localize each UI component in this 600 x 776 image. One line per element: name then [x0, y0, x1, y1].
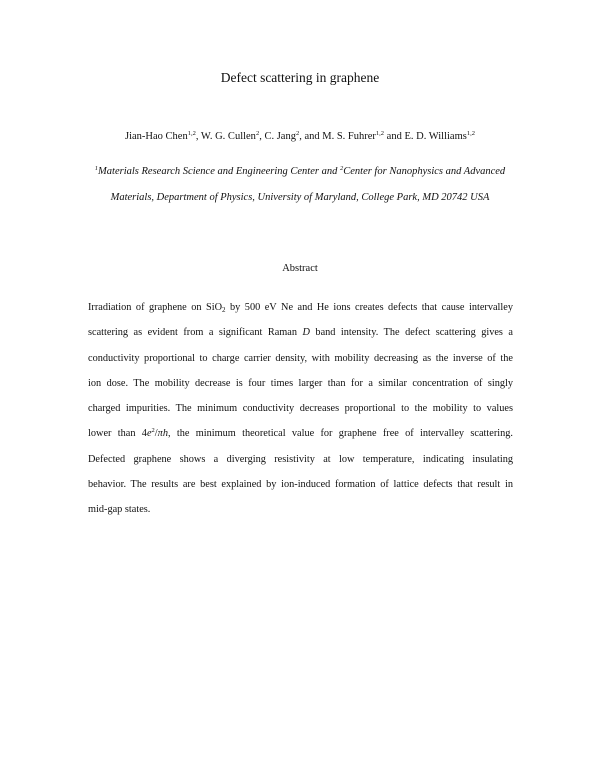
- affiliation-text: Center for Nanophysics and Advanced: [343, 166, 506, 177]
- author-name: Jian-Hao Chen: [125, 131, 188, 142]
- abstract-line: mid-gap states.: [88, 504, 151, 516]
- abstract-body: [88, 295, 513, 523]
- author-name: E. D. Williams: [404, 131, 467, 142]
- abstract-line: scattering as evident from a significant Raman D band intensity. The defect scattering gives a: [88, 327, 513, 339]
- abstract-heading: Abstract: [282, 263, 318, 274]
- author-affiliation-mark: 1,2: [466, 130, 475, 137]
- author-affiliation-mark: 2: [295, 130, 300, 137]
- paper-title: Defect scattering in graphene: [220, 70, 380, 85]
- abstract-line: conductivity proportional to charge carrier density, with mobility decreasing as the inverse of the: [88, 352, 513, 364]
- abstract-line: charged impurities. The minimum conductivity decreases proportional to the mobility to values: [88, 403, 513, 415]
- author-name: M. S. Fuhrer: [322, 131, 376, 142]
- abstract-line: lower than $4e^2/\pi h$, the minimum theoretical value for graphene free of intervalley scattering.: [88, 427, 513, 440]
- abstract-line: Irradiation of graphene on SiO$_2$ by 500 eV Ne and He ions creates defects that cause intervalley: [88, 302, 513, 314]
- author-separator: ,: [259, 131, 265, 142]
- author-affiliation-mark: 2: [255, 130, 260, 137]
- affiliation-line-2: Materials, Department of Physics, University of Maryland, College Park, MD 20742 USA: [110, 192, 490, 203]
- affiliation-line-1: [0, 166, 600, 177]
- author-name: C. Jang: [264, 131, 296, 142]
- abstract-line: ion dose. The mobility decrease is four times larger than for a similar concentration of singly: [88, 377, 513, 389]
- affiliation-mark: 1: [94, 165, 99, 172]
- abstract-line: Defected graphene shows a diverging resistivity at low temperature, indicating insulating: [88, 453, 513, 465]
- abstract-line: behavior. The results are best explained by ion-induced formation of lattice defects that result in: [88, 479, 513, 491]
- author-list: [0, 131, 600, 142]
- author-separator: ,: [195, 131, 201, 142]
- author-name: W. G. Cullen: [200, 131, 256, 142]
- affiliation-text: Materials Research Science and Engineering Center and: [98, 166, 340, 177]
- author-affiliation-mark: 1,2: [187, 130, 196, 137]
- affiliation-mark: 2: [339, 165, 344, 172]
- author-separator: , and: [299, 131, 323, 142]
- author-separator: and: [384, 131, 405, 142]
- author-affiliation-mark: 1,2: [375, 130, 385, 137]
